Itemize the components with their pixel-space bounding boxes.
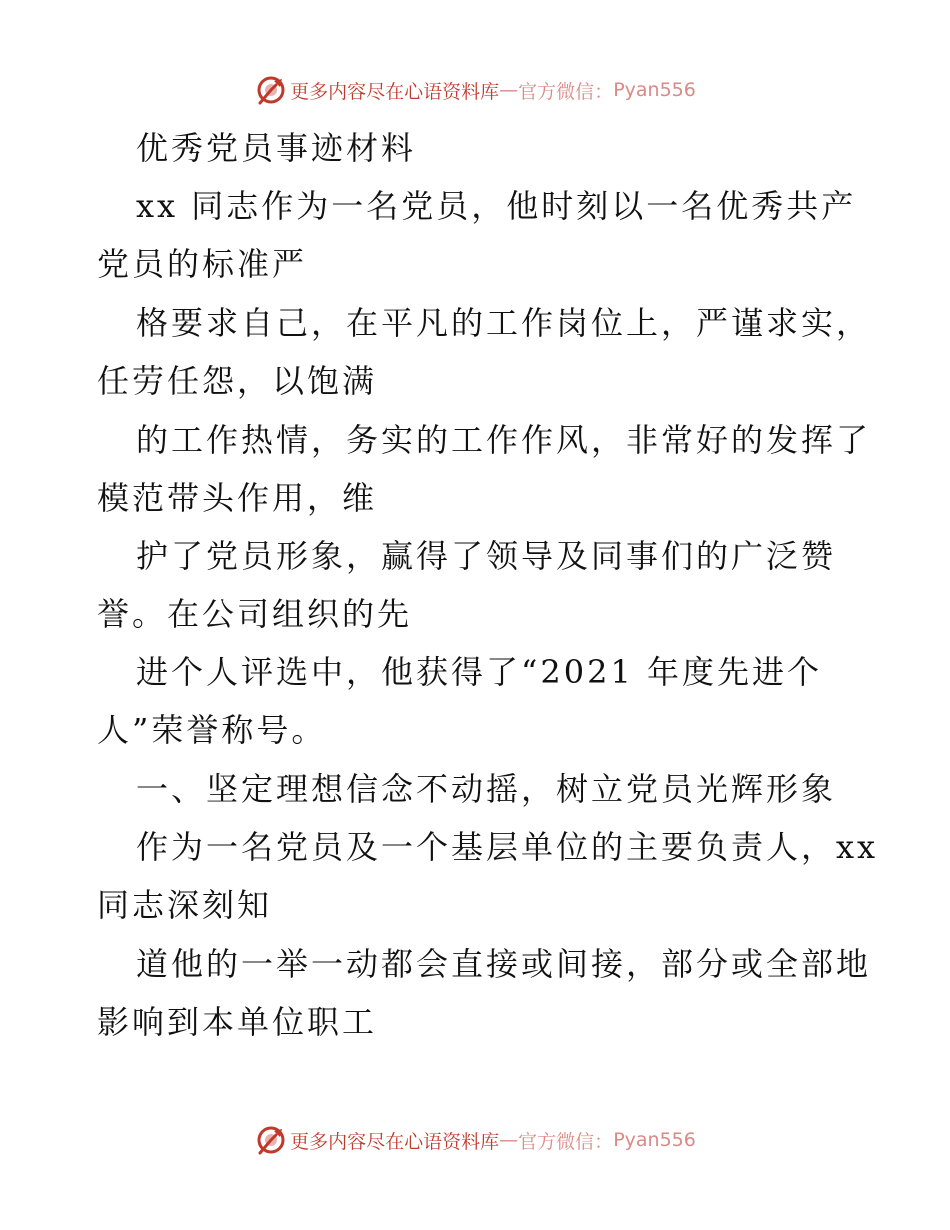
footer-watermark-banner — [0, 1120, 950, 1160]
pen-nib-logo-icon — [254, 1123, 288, 1157]
paragraph-line: 作为一名党员及一个基层单位的主要负责人，xx — [136, 828, 879, 866]
pen-nib-logo-icon — [254, 73, 288, 107]
paragraph-line: 格要求自己，在平凡的工作岗位上，严谨求实， — [136, 304, 872, 342]
paragraph-line: 人”荣誉称号。 — [97, 711, 327, 749]
banner-wechat-label: 官方微信： — [518, 1130, 614, 1153]
banner-site-name: 更多内容尽在心语资料库 — [290, 80, 500, 103]
paragraph-line: 任劳任怨，以饱满 — [97, 362, 378, 400]
banner-separator: — — [499, 1129, 519, 1151]
paragraph-line: 护了党员形象，赢得了领导及同事们的广泛赞 — [136, 537, 837, 575]
banner-separator: — — [499, 79, 519, 101]
banner-wechat-id: Pyan556 — [613, 1129, 696, 1151]
paragraph-line: 同志深刻知 — [97, 886, 273, 924]
banner-wechat-label: 官方微信： — [518, 80, 614, 103]
paragraph-line: 影响到本单位职工 — [97, 1003, 378, 1041]
paragraph-line: 的工作热情，务实的工作作风，非常好的发挥了 — [136, 421, 872, 459]
document-title: 优秀党员事迹材料 — [136, 129, 417, 167]
banner-wechat-id: Pyan556 — [613, 79, 696, 101]
paragraph-line: 进个人评选中，他获得了“2021 年度先进个 — [136, 653, 822, 691]
paragraph-line: xx 同志作为一名党员，他时刻以一名优秀共产 — [136, 187, 857, 225]
section-heading: 一、坚定理想信念不动摇，树立党员光辉形象 — [136, 770, 837, 808]
paragraph-line: 誉。在公司组织的先 — [97, 595, 413, 633]
banner-site-name: 更多内容尽在心语资料库 — [290, 1130, 500, 1153]
paragraph-line: 道他的一举一动都会直接或间接，部分或全部地 — [136, 945, 872, 983]
paragraph-line: 党员的标准严 — [97, 245, 308, 283]
header-watermark-banner — [0, 70, 950, 110]
paragraph-line: 模范带头作用，维 — [97, 479, 378, 517]
